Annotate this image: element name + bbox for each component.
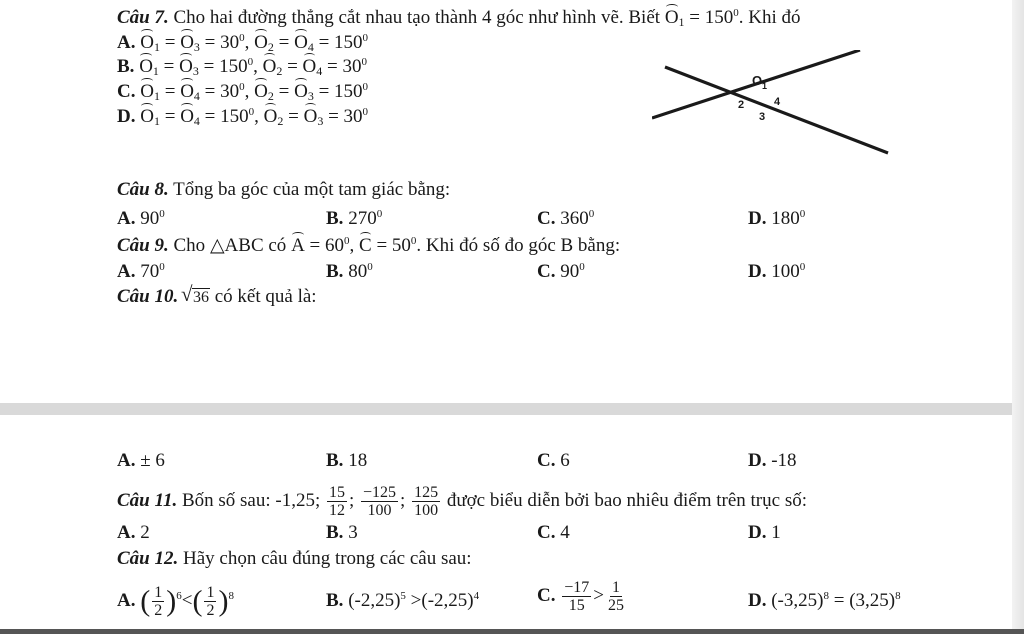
option-label: B. — [326, 590, 344, 611]
q11-stem — [117, 483, 807, 519]
fraction — [606, 579, 626, 614]
angle: O — [180, 106, 194, 127]
separator: ; — [400, 490, 406, 511]
q9-text-c: . Khi đó số đo góc B bằng: — [416, 235, 621, 256]
operator: < — [181, 590, 193, 611]
q12-option-d[interactable] — [748, 585, 901, 612]
option-value: 90 — [560, 261, 580, 282]
base: (-2,25) — [421, 590, 474, 611]
q10-label: Câu 10. — [117, 286, 179, 307]
sub: 1 — [153, 40, 160, 54]
sub: 1 — [153, 114, 160, 128]
numerator: −17 — [564, 579, 590, 597]
q7-given-degree: 0 — [733, 7, 739, 19]
angle: O — [262, 56, 277, 77]
page-separator — [0, 403, 1024, 415]
degree: 0 — [362, 106, 369, 118]
q9-stem: Câu 9. Cho △ABC có $A = 60^0$, $C = 50^0$. Khi đó số đo góc B bằng: — [117, 235, 621, 256]
sub: 3 — [193, 40, 200, 54]
paren: ) — [218, 584, 229, 618]
q9-option-b[interactable] — [326, 256, 373, 283]
q7-given-sub: 1 — [678, 15, 685, 29]
angle: O — [140, 81, 154, 102]
value: 30 — [220, 81, 240, 102]
sub: 3 — [192, 64, 199, 78]
q9-value-c: = 50 — [371, 235, 411, 256]
q9-option-c[interactable] — [537, 256, 585, 283]
angle: O — [180, 32, 194, 53]
option-value: -18 — [771, 450, 797, 471]
angle: O — [254, 81, 268, 102]
sub: 2 — [276, 64, 283, 78]
q11-option-a[interactable] — [117, 522, 150, 544]
option-value: 270 — [348, 208, 377, 229]
option-label: C. — [537, 261, 556, 282]
q7-text-a: Cho hai đường thẳng cắt nhau tạo thành 4 góc như hình vẽ. Biết — [173, 7, 661, 28]
degree: 0 — [239, 81, 245, 93]
degree: 0 — [344, 235, 350, 247]
option-value: 80 — [348, 261, 368, 282]
option-value: 360 — [560, 208, 589, 229]
angle: O — [180, 81, 194, 102]
option-label: A. — [117, 450, 136, 471]
equals: = — [828, 590, 850, 611]
q9-label: Câu 9. — [117, 235, 169, 256]
q10-stem — [117, 286, 317, 309]
paren: ( — [192, 584, 203, 618]
numerator: −125 — [363, 484, 397, 502]
q10-option-c[interactable] — [537, 450, 570, 472]
sub: 4 — [193, 114, 200, 128]
option-label: C. — [537, 585, 556, 606]
value: 150 — [220, 106, 249, 127]
sub: 3 — [307, 89, 314, 103]
q7-given-value: = 150 — [684, 7, 734, 28]
paren: ) — [166, 584, 177, 618]
q8-option-c[interactable] — [537, 203, 594, 230]
q8-text: Tổng ba góc của một tam giác bằng: — [173, 179, 451, 200]
degree: 0 — [376, 208, 383, 220]
option-label: D. — [748, 261, 767, 282]
option-label: C. — [537, 450, 556, 471]
denominator: 12 — [328, 502, 345, 520]
denominator: 2 — [154, 602, 163, 620]
q11-fraction-1 — [327, 484, 347, 519]
value: 150 — [219, 56, 248, 77]
q7-option-b[interactable]: B. $O_1 = O_3 = 150^0$, $O_2 = O_4 = 30^0$ — [117, 56, 367, 78]
degree: 0 — [159, 261, 165, 273]
option-value: 4 — [560, 522, 570, 543]
degree: 0 — [159, 208, 165, 220]
sub: 2 — [267, 40, 274, 54]
q8-option-b[interactable] — [326, 203, 382, 230]
exponent: 8 — [823, 590, 829, 602]
sub: 4 — [307, 40, 314, 54]
numerator: 125 — [414, 484, 439, 502]
angle: O — [140, 106, 154, 127]
exponent: 8 — [228, 590, 234, 602]
sub: 2 — [277, 114, 284, 128]
option-label: C. — [537, 208, 556, 229]
q8-option-a[interactable] — [117, 203, 165, 230]
q10-option-a[interactable] — [117, 450, 165, 472]
option-label: A. — [117, 261, 136, 282]
option-label: D. — [748, 208, 767, 229]
q12-label: Câu 12. — [117, 548, 179, 569]
q10-text: có kết quả là: — [214, 286, 317, 307]
degree: 0 — [239, 32, 245, 44]
q9-angle-c: C — [359, 235, 372, 256]
q7-text-b: . Khi đó — [738, 7, 801, 28]
option-label: D. — [748, 450, 767, 471]
option-label: A. — [117, 590, 136, 611]
q12-option-a[interactable] — [117, 576, 234, 621]
q11-text-b: được biểu diễn bởi bao nhiêu điểm trên trục số: — [446, 490, 807, 511]
sub: 3 — [317, 114, 324, 128]
paren: ( — [140, 584, 151, 618]
q12-stem — [117, 548, 472, 570]
degree: 0 — [799, 208, 806, 220]
option-label: B. — [326, 261, 344, 282]
line-2 — [665, 67, 888, 153]
denominator: 2 — [206, 602, 215, 620]
q9-text-b: có — [268, 235, 287, 256]
q7-option-c[interactable]: C. $O_1 = O_4 = 30^0$, $O_2 = O_3 = 150^0$ — [117, 81, 369, 103]
denominator: 25 — [607, 597, 624, 615]
degree: 0 — [588, 208, 595, 220]
fraction — [204, 584, 216, 619]
sub: 1 — [153, 89, 160, 103]
q11-option-c[interactable] — [537, 522, 570, 544]
option-value: ± 6 — [140, 450, 165, 471]
point-label: O — [752, 73, 763, 88]
q7-option-c-label: C. — [117, 81, 136, 102]
base: (-2,25) — [348, 590, 401, 611]
q8-label: Câu 8. — [117, 179, 169, 200]
angle: O — [139, 56, 153, 77]
sub: 4 — [316, 64, 323, 78]
q9-value-a: = 60 — [304, 235, 345, 256]
q7-option-d[interactable]: D. $O_1 = O_4 = 150^0$, $O_2 = O_3 = 30^0$ — [117, 106, 369, 128]
angle: O — [302, 56, 317, 77]
q7-intersecting-lines-figure — [652, 50, 902, 170]
sub: 2 — [267, 89, 274, 103]
q9-text-a: Cho — [173, 235, 206, 256]
q8-stem — [117, 179, 450, 201]
degree: 0 — [248, 106, 255, 118]
option-value: 100 — [771, 261, 800, 282]
angle: O — [294, 81, 308, 102]
fraction — [152, 584, 164, 619]
q11-fraction-2 — [361, 484, 398, 519]
operator: > — [405, 590, 422, 611]
angle: O — [303, 106, 318, 127]
numerator: 1 — [611, 579, 620, 597]
denominator: 100 — [367, 502, 392, 520]
option-label: B. — [326, 208, 344, 229]
q7-option-a-label: A. — [117, 32, 136, 53]
value: 150 — [334, 32, 363, 53]
right-scroll-shade — [1012, 0, 1024, 634]
point-label-sub: 1 — [762, 81, 768, 91]
degree: 0 — [362, 32, 369, 44]
degree: 0 — [362, 81, 369, 93]
value: 30 — [343, 106, 363, 127]
angle-label-2: 2 — [738, 99, 745, 111]
q11-label: Câu 11. — [117, 490, 178, 511]
q11-option-d[interactable] — [748, 522, 781, 544]
q9-triangle: △ABC — [209, 235, 264, 256]
angle: O — [294, 32, 308, 53]
option-value: 90 — [140, 208, 160, 229]
q10-square-root — [183, 287, 210, 309]
q7-given-angle: O — [664, 7, 679, 28]
q7-label: Câu 7. — [117, 7, 169, 28]
value: 30 — [220, 32, 240, 53]
option-value: 70 — [140, 261, 160, 282]
numerator: 15 — [328, 484, 345, 502]
option-value: 180 — [771, 208, 800, 229]
option-label: A. — [117, 522, 136, 543]
angle: O — [179, 56, 193, 77]
degree: 0 — [799, 261, 806, 273]
base: (3,25) — [849, 590, 896, 611]
q7-option-b-label: B. — [117, 56, 135, 77]
q9-option-d[interactable] — [748, 256, 805, 283]
fraction — [562, 579, 591, 614]
q7-option-a[interactable]: A. $O_1 = O_3 = 30^0$, $O_2 = O_4 = 150^0$ — [117, 32, 369, 54]
exponent: 6 — [176, 590, 182, 602]
option-label: B. — [326, 450, 344, 471]
denominator: 100 — [414, 502, 439, 520]
denominator: 15 — [568, 597, 585, 615]
q12-text: Hãy chọn câu đúng trong các câu sau: — [183, 548, 472, 569]
q12-option-b[interactable] — [326, 585, 479, 612]
option-value: 1 — [771, 522, 781, 543]
exponent: 5 — [400, 590, 406, 602]
option-label: B. — [326, 522, 344, 543]
angle-label-4: 4 — [774, 96, 781, 108]
exponent: 8 — [895, 590, 901, 602]
option-value: 6 — [560, 450, 570, 471]
sub: 1 — [152, 64, 159, 78]
base: (-3,25) — [771, 590, 824, 611]
option-label: D. — [748, 590, 767, 611]
option-label: D. — [748, 522, 767, 543]
value: 150 — [334, 81, 363, 102]
numerator: 1 — [154, 584, 163, 602]
angle-label-3: 3 — [759, 111, 766, 123]
degree: 0 — [579, 261, 585, 273]
q9-option-a[interactable] — [117, 256, 165, 283]
q10-option-d[interactable] — [748, 450, 797, 472]
option-label: C. — [537, 522, 556, 543]
q9-angle-a: A — [291, 235, 305, 256]
angle: O — [254, 32, 268, 53]
q11-text-a: Bốn số sau: -1,25; — [181, 490, 321, 511]
option-value: 2 — [140, 522, 150, 543]
value: 30 — [342, 56, 362, 77]
q8-option-d[interactable] — [748, 203, 805, 230]
option-value: 3 — [348, 522, 358, 543]
q10-radicand: 36 — [193, 289, 209, 306]
degree: 0 — [361, 56, 367, 68]
q7-option-d-label: D. — [117, 106, 136, 127]
q11-option-b[interactable] — [326, 522, 358, 544]
degree: 0 — [247, 56, 254, 68]
option-label: A. — [117, 208, 136, 229]
separator: ; — [348, 490, 355, 511]
operator: > — [593, 585, 604, 606]
q12-option-c[interactable] — [537, 576, 628, 616]
option-value: 18 — [348, 450, 368, 471]
degree: 0 — [367, 261, 373, 273]
angle: O — [263, 106, 278, 127]
angle: O — [140, 32, 154, 53]
exponent: 4 — [473, 590, 480, 602]
q11-fraction-3 — [412, 484, 440, 519]
q10-option-b[interactable] — [326, 450, 367, 472]
numerator: 1 — [206, 584, 215, 602]
degree: 0 — [410, 235, 417, 247]
bottom-edge-bar — [0, 629, 1024, 634]
sub: 4 — [193, 89, 200, 103]
